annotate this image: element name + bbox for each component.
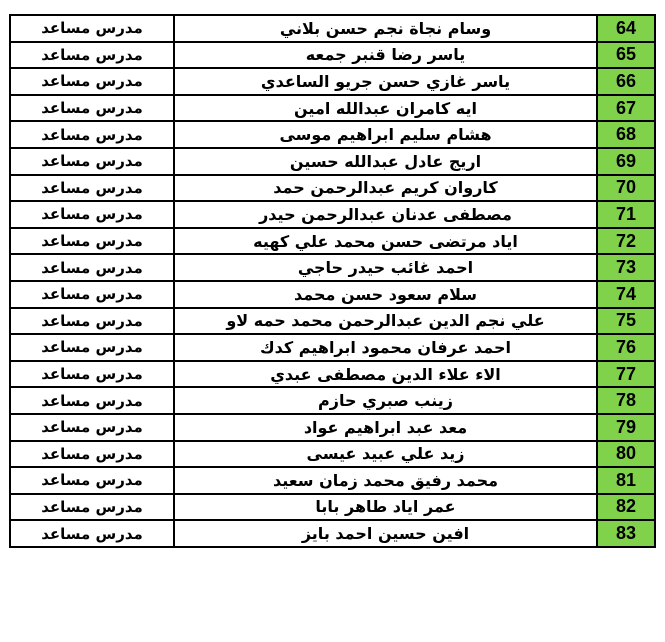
row-number-cell: 81 (597, 467, 655, 494)
staff-name-cell: علي نجم الدين عبدالرحمن محمد حمه لاو (174, 308, 597, 335)
table-row (10, 175, 655, 202)
academic-title-cell: مدرس مساعد (10, 441, 174, 468)
row-number-cell: 71 (597, 201, 655, 228)
academic-title-cell: مدرس مساعد (10, 467, 174, 494)
staff-name-cell: اياد مرتضى حسن محمد علي كهيه (174, 228, 597, 255)
row-number-cell: 76 (597, 334, 655, 361)
staff-name-cell: اريج عادل عبدالله حسين (174, 148, 597, 175)
staff-name-cell: احمد غائب حيدر حاجي (174, 254, 597, 281)
academic-title-cell: مدرس مساعد (10, 148, 174, 175)
row-number-cell: 73 (597, 254, 655, 281)
staff-table-container (9, 14, 654, 626)
table-row (10, 334, 655, 361)
staff-name-cell: كاروان كريم عبدالرحمن حمد (174, 175, 597, 202)
table-row (10, 361, 655, 388)
table-row (10, 254, 655, 281)
row-number-cell: 67 (597, 95, 655, 122)
row-number-cell: 79 (597, 414, 655, 441)
staff-name-cell: ايه كامران عبدالله امين (174, 95, 597, 122)
staff-name-cell: احمد عرفان محمود ابراهيم كدك (174, 334, 597, 361)
academic-title-cell: مدرس مساعد (10, 201, 174, 228)
staff-name-cell: وسام نجاة نجم حسن بلاني (174, 15, 597, 42)
row-number-cell: 77 (597, 361, 655, 388)
academic-title-cell: مدرس مساعد (10, 281, 174, 308)
table-row (10, 68, 655, 95)
staff-name-cell: زيد علي عبيد عيسى (174, 441, 597, 468)
staff-name-cell: سلام سعود حسن محمد (174, 281, 597, 308)
row-number-cell: 72 (597, 228, 655, 255)
academic-title-cell: مدرس مساعد (10, 414, 174, 441)
row-number-cell: 69 (597, 148, 655, 175)
staff-name-cell: ياسر غازي حسن جريو الساعدي (174, 68, 597, 95)
row-number-cell: 75 (597, 308, 655, 335)
row-number-cell: 64 (597, 15, 655, 42)
table-row (10, 42, 655, 69)
table-row (10, 467, 655, 494)
staff-name-cell: زينب صبري حازم (174, 387, 597, 414)
academic-title-cell: مدرس مساعد (10, 494, 174, 521)
row-number-cell: 78 (597, 387, 655, 414)
staff-name-cell: ياسر رضا قنبر جمعه (174, 42, 597, 69)
academic-title-cell: مدرس مساعد (10, 387, 174, 414)
table-row (10, 148, 655, 175)
table-row (10, 441, 655, 468)
table-row (10, 520, 655, 547)
table-row (10, 15, 655, 42)
row-number-cell: 66 (597, 68, 655, 95)
table-row (10, 201, 655, 228)
academic-title-cell: مدرس مساعد (10, 334, 174, 361)
academic-title-cell: مدرس مساعد (10, 228, 174, 255)
row-number-cell: 70 (597, 175, 655, 202)
academic-title-cell: مدرس مساعد (10, 68, 174, 95)
row-number-cell: 83 (597, 520, 655, 547)
row-number-cell: 80 (597, 441, 655, 468)
academic-title-cell: مدرس مساعد (10, 175, 174, 202)
academic-title-cell: مدرس مساعد (10, 520, 174, 547)
row-number-cell: 82 (597, 494, 655, 521)
table-row (10, 121, 655, 148)
academic-title-cell: مدرس مساعد (10, 15, 174, 42)
academic-title-cell: مدرس مساعد (10, 254, 174, 281)
staff-name-cell: مصطفى عدنان عبدالرحمن حيدر (174, 201, 597, 228)
row-number-cell: 68 (597, 121, 655, 148)
staff-table-body (10, 15, 655, 547)
academic-title-cell: مدرس مساعد (10, 121, 174, 148)
academic-title-cell: مدرس مساعد (10, 42, 174, 69)
table-row (10, 414, 655, 441)
table-row (10, 494, 655, 521)
table-row (10, 281, 655, 308)
academic-title-cell: مدرس مساعد (10, 361, 174, 388)
staff-name-cell: معد عبد ابراهيم عواد (174, 414, 597, 441)
staff-name-cell: عمر اياد طاهر بابا (174, 494, 597, 521)
staff-name-cell: افين حسين احمد بايز (174, 520, 597, 547)
table-row (10, 95, 655, 122)
staff-table (9, 14, 656, 548)
staff-name-cell: الاء علاء الدين مصطفى عبدي (174, 361, 597, 388)
staff-name-cell: محمد رفيق محمد زمان سعيد (174, 467, 597, 494)
table-row (10, 228, 655, 255)
staff-name-cell: هشام سليم ابراهيم موسى (174, 121, 597, 148)
row-number-cell: 65 (597, 42, 655, 69)
academic-title-cell: مدرس مساعد (10, 308, 174, 335)
row-number-cell: 74 (597, 281, 655, 308)
table-row (10, 387, 655, 414)
academic-title-cell: مدرس مساعد (10, 95, 174, 122)
table-row (10, 308, 655, 335)
